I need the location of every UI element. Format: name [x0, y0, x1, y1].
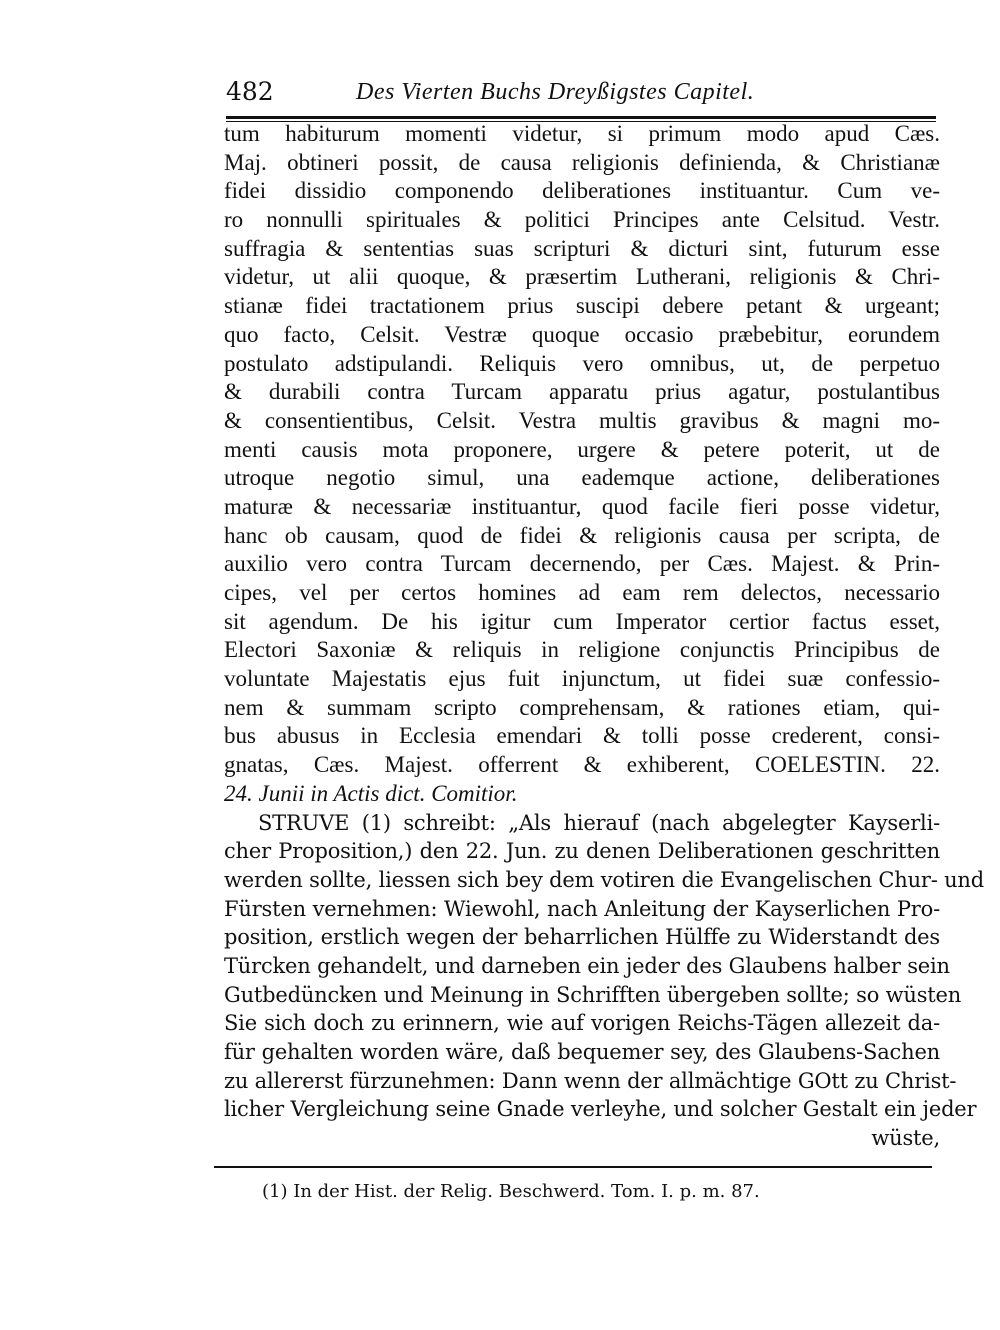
text-line: & durabili contra Turcam apparatu prius agatur, postulantibus — [224, 379, 940, 405]
text-line: menti causis mota proponere, urgere & petere poterit, ut de — [224, 436, 940, 462]
text-line: fidei dissidio componendo deliberationes instituantur. Cum ve- — [224, 178, 940, 204]
footnote-rule — [214, 1166, 932, 1168]
text-line: cipes, vel per certos homines ad eam rem delectos, necessario — [224, 580, 940, 605]
text-line: STRUVE (1) schreibt: „Als hierauf (nach abgelegter Kayserli- — [258, 810, 940, 835]
text-line: bus abusus in Ecclesia emendari & tolli posse crederent, consi- — [224, 723, 940, 749]
text-line: quo facto, Celsit. Vestræ quoque occasio præbebitur, eorundem — [224, 321, 940, 347]
text-line: videtur, ut alii quoque, & præsertim Lutherani, religionis & Chri- — [224, 264, 940, 290]
text-line: licher Vergleichung seine Gnade verleyhe, und solcher Gestalt ein jeder — [224, 1097, 977, 1122]
text-line: suffragia & sententias suas scripturi & dicturi sint, futurum esse — [224, 235, 940, 261]
body-text — [224, 120, 984, 1153]
text-line: nem & summam scripto comprehensam, & rationes etiam, qui- — [224, 694, 940, 720]
page-header — [226, 76, 936, 112]
text-line: & consentientibus, Celsit. Vestra multis gravibus & magni mo- — [224, 407, 940, 433]
page-number: 482 — [226, 77, 274, 106]
text-line: cher Proposition,) den 22. Jun. zu denen Deliberationen geschritten — [224, 839, 940, 864]
text-line: Türcken gehandelt, und darneben ein jeder des Glaubens halber sein — [224, 953, 950, 978]
text-line: voluntate Majestatis ejus fuit injunctum, ut fidei suæ confessio- — [224, 666, 940, 692]
text-line: sit agendum. De his igitur cum Imperator certior factus esset, — [224, 608, 940, 634]
text-line: Sie sich doch zu erinnern, wie auf vorigen Reichs-Tägen allezeit da- — [224, 1011, 940, 1036]
text-line: hanc ob causam, quod de fidei & religionis causa per scripta, de — [224, 522, 940, 548]
text-line: auxilio vero contra Turcam decernendo, per Cæs. Majest. & Prin- — [224, 551, 940, 577]
footnote: (1) In der Hist. der Relig. Beschwerd. Tom. I. p. m. 87. — [262, 1181, 760, 1202]
catchword: wüste, — [871, 1126, 940, 1151]
running-head: Des Vierten Buchs Dreyßigstes Capitel. — [356, 79, 755, 105]
text-line: maturæ & necessariæ instituantur, quod facile fieri posse videtur, — [224, 493, 940, 519]
text-line: zu allererst fürzunehmen: Dann wenn der allmächtige GOtt zu Christ- — [224, 1068, 957, 1093]
text-line: ro nonnulli spirituales & politici Principes ante Celsitud. Vestr. — [224, 207, 940, 233]
citation-line: 24. Junii in Actis dict. Comitior. — [224, 780, 518, 806]
text-line: Fürsten vernehmen: Wiewohl, nach Anleitung der Kayserlichen Pro- — [224, 896, 940, 921]
text-line: position, erstlich wegen der beharrlichen Hülffe zu Widerstandt des — [224, 925, 940, 950]
text-line: werden sollte, liessen sich bey dem votiren die Evangelischen Chur- und — [224, 867, 984, 892]
text-line: tum habiturum momenti videtur, si primum modo apud Cæs. — [224, 121, 940, 146]
text-line: utroque negotio simul, una eademque actione, deliberationes — [224, 465, 940, 491]
text-line: gnatas, Cæs. Majest. offerrent & exhiberent, COELESTIN. 22. — [224, 752, 940, 778]
text-line: Maj. obtineri possit, de causa religionis definienda, & Christianæ — [224, 149, 940, 175]
text-line: für gehalten worden wäre, daß bequemer sey, des Glaubens-Sachen — [224, 1040, 940, 1064]
text-line: postulato adstipulandi. Reliquis vero omnibus, ut, de perpetuo — [224, 350, 940, 376]
text-line: Electori Saxoniæ & reliquis in religione conjunctis Principibus de — [224, 637, 940, 663]
text-line: stianæ fidei tractationem prius suscipi debere petant & urgeant; — [224, 293, 940, 319]
text-line: Gutbedüncken und Meinung in Schrifften übergeben sollte; so wüsten — [224, 982, 962, 1007]
